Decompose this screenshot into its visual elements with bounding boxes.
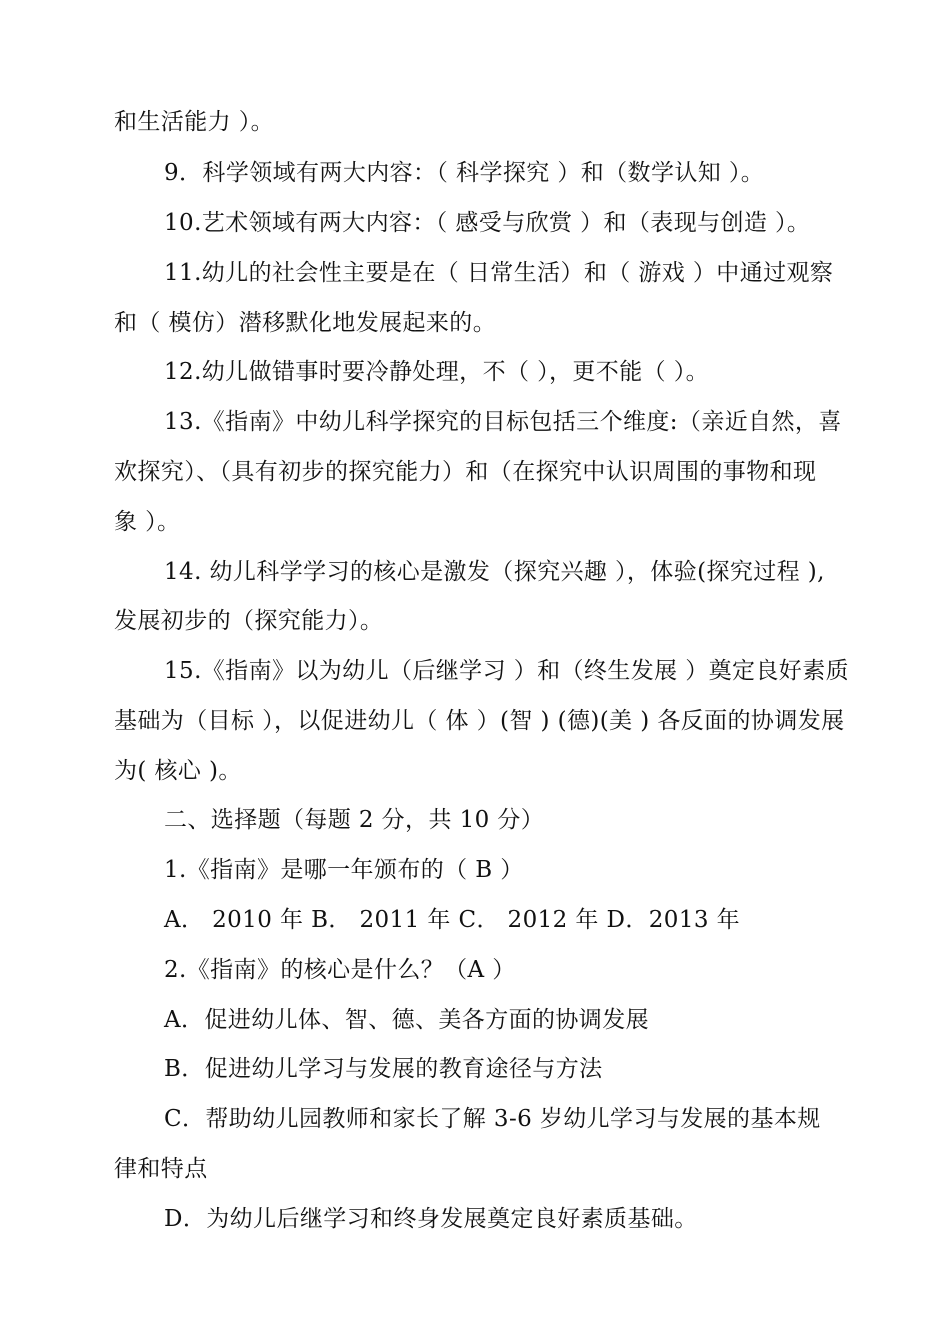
text-line: 和（ 模仿）潜移默化地发展起来的。	[114, 310, 497, 336]
mc-options-1: A． 2010 年 B． 2011 年 C． 2012 年 D．2013 年	[164, 907, 740, 933]
question-15: 15.《指南》以为幼儿（后继学习 ）和（终生发展 ）奠定良好素质	[164, 658, 849, 684]
section-heading: 二、选择题（每题 2 分，共 10 分）	[164, 807, 545, 833]
mc-option-a: A．促进幼儿体、智、德、美各方面的协调发展	[164, 1007, 650, 1033]
text-line: 律和特点	[114, 1156, 208, 1182]
text-line: 欢探究）、（具有初步的探究能力）和（在探究中认识周围的事物和现	[114, 459, 817, 485]
mc-option-d: D．为幼儿后继学习和终身发展奠定良好素质基础。	[164, 1206, 698, 1232]
mc-question-1: 1.《指南》是哪一年颁布的（ B ）	[164, 857, 524, 883]
mc-question-2: 2.《指南》的核心是什么？（A ）	[164, 957, 516, 983]
text-line: 发展初步的（探究能力）。	[114, 608, 384, 634]
text-line: 基础为（目标 ），以促进幼儿（ 体 ）(智 ) (德)(美 ) 各反面的协调发展	[114, 708, 845, 734]
question-11: 11.幼儿的社会性主要是在（ 日常生活）和（ 游戏 ）中通过观察	[164, 260, 834, 286]
question-12: 12.幼儿做错事时要冷静处理，不（ ），更不能（ ）。	[164, 359, 709, 385]
text-line: 为( 核心 )。	[114, 758, 242, 784]
question-9: 9．科学领域有两大内容：（ 科学探究 ）和（数学认知 ）。	[164, 160, 765, 186]
mc-option-b: B．促进幼儿学习与发展的教育途径与方法	[164, 1056, 603, 1082]
question-10: 10.艺术领域有两大内容：（ 感受与欣赏 ）和（表现与创造 ）。	[164, 210, 811, 236]
text-line: 和生活能力 ）。	[114, 109, 275, 135]
question-13: 13.《指南》中幼儿科学探究的目标包括三个维度:（亲近自然，喜	[164, 409, 842, 435]
question-14: 14. 幼儿科学学习的核心是激发（探究兴趣 ），体验(探究过程 ),	[164, 559, 825, 585]
text-line: 象 ）。	[114, 509, 181, 535]
mc-option-c: C．帮助幼儿园教师和家长了解 3-6 岁幼儿学习与发展的基本规	[164, 1106, 821, 1132]
